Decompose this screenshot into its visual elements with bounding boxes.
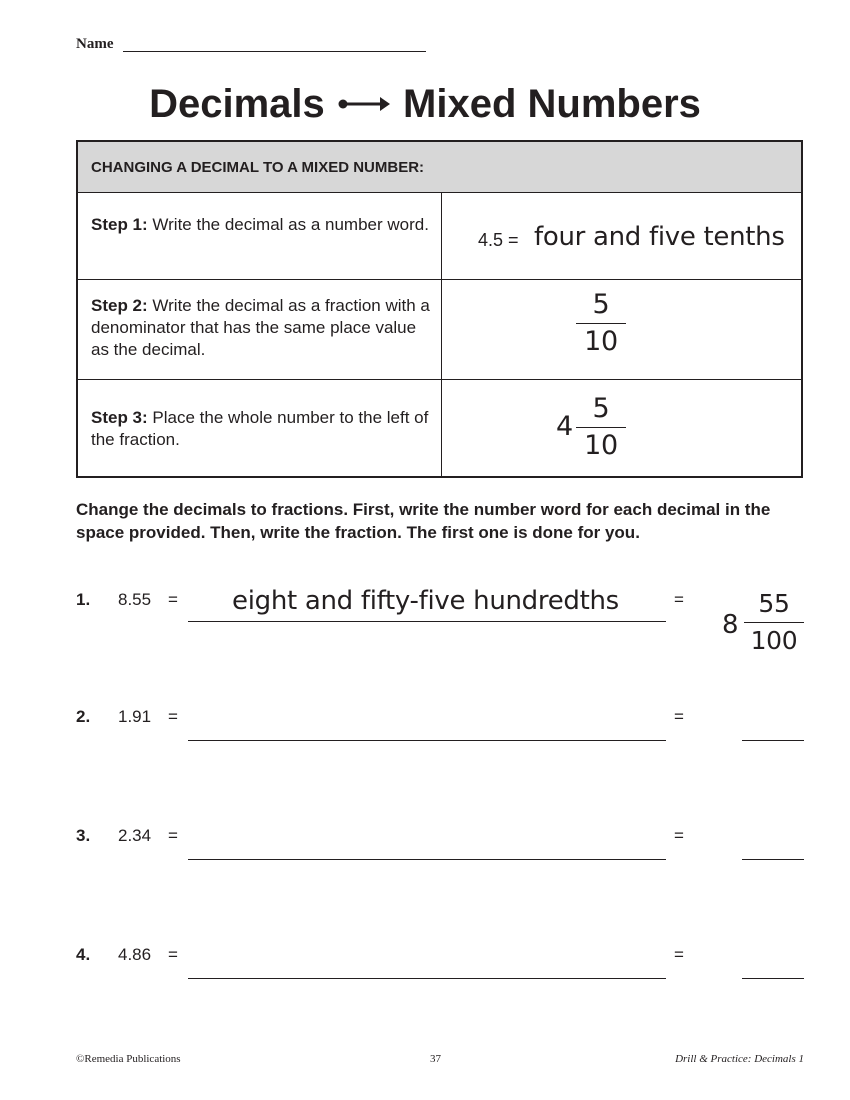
- step-1-instruction-cell: [78, 192, 442, 279]
- problem-1-denominator: 100: [750, 626, 798, 655]
- step-1-label: Step 1:: [91, 215, 148, 234]
- step-3-whole-number: 4: [556, 411, 573, 442]
- equals-sign: =: [674, 945, 684, 964]
- equals-sign: =: [674, 826, 684, 845]
- step-2-numerator: 5: [592, 289, 610, 320]
- arrow-right-icon: [338, 94, 390, 114]
- step-3-fraction: [576, 393, 626, 462]
- page-title: [0, 80, 850, 127]
- footer-publisher: ©Remedia Publications: [76, 1053, 181, 1065]
- equals-sign: =: [674, 590, 684, 609]
- fraction-bar: [576, 323, 626, 324]
- fraction-answer-line[interactable]: [742, 978, 804, 979]
- word-answer-line[interactable]: [188, 978, 666, 979]
- step-2-text: Write the decimal as a fraction with a denominator that has the same place value as the decimal.: [91, 296, 430, 359]
- word-answer-line[interactable]: [188, 621, 666, 622]
- equals-sign: =: [168, 707, 178, 726]
- problem-1-word-answer: eight and fifty-five hundredths: [232, 586, 619, 616]
- word-answer-line[interactable]: [188, 859, 666, 860]
- problem-decimal: 8.55: [118, 590, 152, 609]
- step-2-label: Step 2:: [91, 296, 148, 315]
- word-answer-line[interactable]: [188, 740, 666, 741]
- step-3-label: Step 3:: [91, 408, 148, 427]
- problem-number: 3.: [76, 826, 91, 845]
- footer-book-title: Drill & Practice: Decimals 1: [675, 1053, 804, 1065]
- step-2-fraction: [576, 289, 626, 358]
- table-row-step-3: [78, 379, 801, 477]
- table-header-text: CHANGING A DECIMAL TO A MIXED NUMBER:: [91, 159, 425, 176]
- problem-1-fraction: [744, 588, 804, 657]
- step-2-denominator: 10: [584, 326, 618, 357]
- problem-2: [0, 705, 850, 785]
- step-1-text: Write the decimal as a number word.: [147, 215, 429, 234]
- problem-4: [0, 943, 850, 1023]
- instructions: Change the decimals to fractions. First, write the number word for each decimal in the space provided. Then, write the fraction. The first one is done for you.: [76, 500, 771, 542]
- name-label: Name: [76, 36, 114, 52]
- problem-3: [0, 824, 850, 904]
- step-2-instruction-cell: [78, 279, 442, 379]
- fraction-bar: [744, 622, 804, 623]
- fraction-answer-line[interactable]: [742, 740, 804, 741]
- name-field-line[interactable]: [123, 51, 426, 52]
- footer-page-number: 37: [430, 1053, 441, 1065]
- problem-number: 4.: [76, 945, 91, 964]
- equals-sign: =: [168, 945, 178, 964]
- step-2-example-cell: [442, 279, 801, 379]
- fraction-answer-line[interactable]: [742, 859, 804, 860]
- equals-sign: =: [168, 590, 178, 609]
- step-3-example-cell: [442, 379, 801, 477]
- fraction-bar: [576, 427, 626, 428]
- problem-1: [0, 586, 850, 666]
- title-right: Mixed Numbers: [403, 81, 701, 126]
- step-3-denominator: 10: [584, 430, 618, 461]
- problem-number: 1.: [76, 590, 91, 609]
- step-1-example-cell: [442, 192, 801, 279]
- problem-decimal: 2.34: [118, 826, 152, 845]
- problem-1-numerator: 55: [758, 589, 790, 618]
- problem-number: 2.: [76, 707, 91, 726]
- step-3-instruction-cell: [78, 379, 442, 477]
- step-3-text: Place the whole number to the left of the fraction.: [91, 408, 429, 449]
- step-1-example-prefix: 4.5 =: [478, 230, 519, 250]
- table-row-step-1: [78, 192, 801, 280]
- equals-sign: =: [168, 826, 178, 845]
- title-left: Decimals: [149, 81, 325, 126]
- rules-table: [76, 140, 803, 478]
- problem-1-whole-number: 8: [722, 610, 739, 640]
- step-3-numerator: 5: [592, 393, 610, 424]
- table-header: [78, 142, 801, 193]
- step-1-example-word: four and five tenths: [534, 222, 785, 252]
- equals-sign: =: [674, 707, 684, 726]
- problem-decimal: 4.86: [118, 945, 152, 964]
- problem-decimal: 1.91: [118, 707, 152, 726]
- table-row-step-2: [78, 279, 801, 380]
